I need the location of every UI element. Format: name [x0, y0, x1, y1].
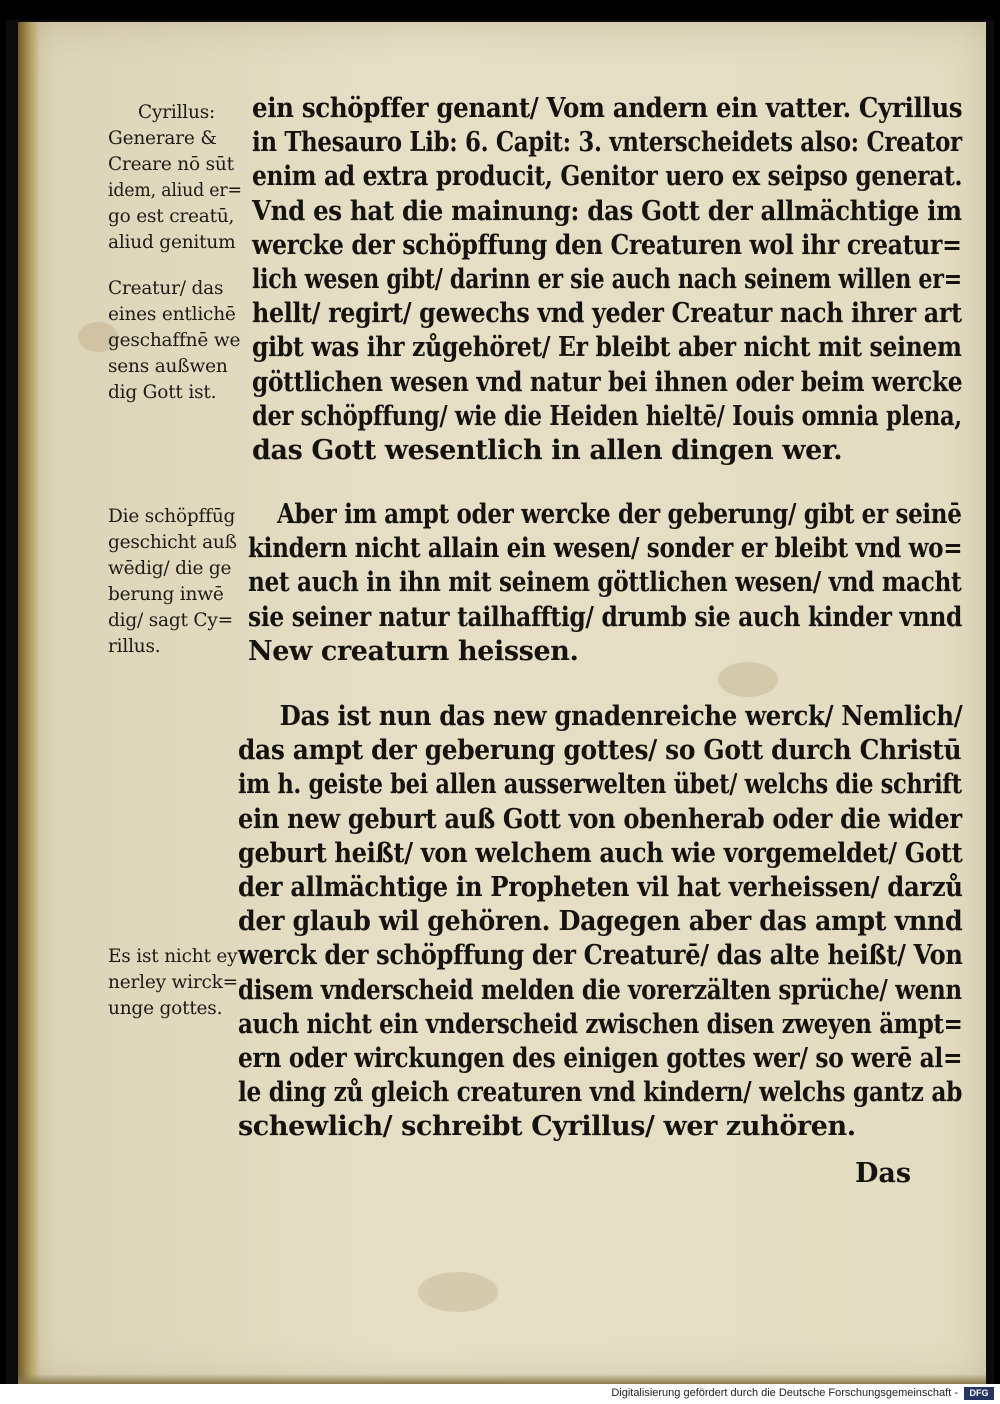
- paragraph-1: [252, 92, 1000, 468]
- margin-line: Creatur/ das: [108, 278, 224, 299]
- text-line: enim ad extra producit, Genitor uero ex seipso generat.: [252, 161, 963, 193]
- text-line: der schöpffung/ wie die Heiden hieltē/ Iouis omnia plena,: [252, 400, 962, 432]
- text-line: Aber im ampt oder wercke der geberung/ gibt er seinē: [277, 499, 962, 530]
- text-line: Vnd es hat die mainung: das Gott der allmächtige im: [252, 195, 962, 227]
- margin-line: geschicht auß: [108, 532, 237, 553]
- text-line: disem vnderscheid melden die vorerzälten sprüche/ wenn: [238, 974, 962, 1006]
- text-line: ein new geburt auß Gott von obenherab oder die wider: [238, 803, 962, 835]
- margin-line: berung inwē: [108, 584, 224, 605]
- footer-bar: [0, 1384, 1000, 1404]
- margin-line: sens außwen: [108, 356, 228, 377]
- margin-line: aliud genitum: [108, 232, 236, 253]
- text-line: geburt heißt/ von welchem auch wie vorgemeldet/ Gott: [238, 837, 963, 869]
- margin-line: Die schöpffūg: [108, 506, 236, 527]
- text-line: New creaturn heissen.: [248, 635, 579, 667]
- text-line: net auch in ihn mit seinem göttlichen wesen/ vnd macht: [248, 567, 962, 599]
- margin-line: dig Gott ist.: [108, 382, 217, 403]
- text-line: le ding zů gleich creaturen vnd kindern/ welchs gantz ab: [238, 1077, 963, 1109]
- text-line: kindern nicht allain ein wesen/ sonder er bleibt vnd wo=: [248, 533, 963, 565]
- text-line: ern oder wirckungen des einigen gottes wer/ so werē al=: [238, 1042, 963, 1074]
- text-line: göttlichen wesen vnd natur bei ihnen oder beim wercke: [252, 366, 963, 398]
- page-edge-bottom: [18, 1374, 986, 1384]
- footer-credit: Digitalisierung gefördert durch die Deutsche Forschungsgemeinschaft -: [611, 1387, 958, 1399]
- margin-line: Generare &: [108, 128, 217, 149]
- page-edge-left: [18, 22, 40, 1384]
- margin-note-creatur: [108, 276, 240, 406]
- text-line: in Thesauro Lib: 6. Capit: 3. vnterscheidets also: Creator: [252, 127, 962, 159]
- margin-note-cyrillus: [108, 100, 251, 256]
- text-line: sie seiner natur tailhafftig/ drumb sie auch kinder vnnd: [248, 601, 963, 633]
- margin-note-wirckunge: [108, 944, 238, 1022]
- margin-line: nerley wirck=: [108, 972, 238, 993]
- text-line: im h. geiste bei allen ausserwelten übet/ welchs die schrift: [238, 769, 962, 801]
- margin-line: wēdig/ die ge: [108, 558, 232, 579]
- margin-line: dig/ sagt Cy=: [108, 610, 233, 631]
- paper-stain: [418, 1272, 498, 1312]
- text-line: werck der schöpffung der Creaturē/ das alte heißt/ Von: [238, 940, 963, 972]
- catchword: Das: [855, 1158, 912, 1189]
- text-line: Das ist nun das new gnadenreiche werck/ Nemlich/: [279, 701, 963, 732]
- margin-line: geschaffnē we: [108, 330, 241, 351]
- paragraph-3: [238, 700, 1000, 1144]
- margin-line: idem, aliud er=: [108, 180, 242, 201]
- text-line: das ampt der geberung gottes/ so Gott durch Christū: [238, 735, 962, 767]
- text-line: wercke der schöpffung den Creaturen wol ihr creatur=: [252, 229, 962, 261]
- margin-line: eines entlichē: [108, 304, 236, 325]
- text-line: auch nicht ein vnderscheid zwischen disen zweyen ämpt=: [238, 1008, 963, 1040]
- text-line: der glaub wil gehören. Dagegen aber das ampt vnnd: [238, 906, 963, 938]
- dfg-logo: DFG: [964, 1387, 994, 1400]
- text-line: schewlich/ schreibt Cyrillus/ wer zuhören.: [238, 1111, 856, 1143]
- margin-line: Creare nō sūt: [108, 154, 234, 175]
- margin-line: go est creatū,: [108, 206, 235, 227]
- text-line: der allmächtige in Propheten vil hat verheissen/ darzů: [238, 871, 963, 903]
- paragraph-2: [248, 498, 1000, 669]
- margin-line: Es ist nicht ey: [108, 946, 238, 967]
- text-line: ein schöpffer genant/ Vom andern ein vatter. Cyrillus: [252, 93, 963, 124]
- margin-line: Cyrillus:: [138, 102, 216, 123]
- text-line: lich wesen gibt/ darinn er sie auch nach seinem willen er=: [252, 263, 962, 295]
- text-line: hellt/ regirt/ gewechs vnd yeder Creatur nach ihrer art: [252, 298, 962, 330]
- margin-line: rillus.: [108, 636, 161, 657]
- margin-line: unge gottes.: [108, 998, 223, 1019]
- text-line: gibt was ihr zůgehöret/ Er bleibt aber nicht mit seinem: [252, 332, 962, 364]
- margin-note-schoepffung: [108, 504, 237, 660]
- text-line: das Gott wesentlich in allen dingen wer.: [252, 434, 843, 466]
